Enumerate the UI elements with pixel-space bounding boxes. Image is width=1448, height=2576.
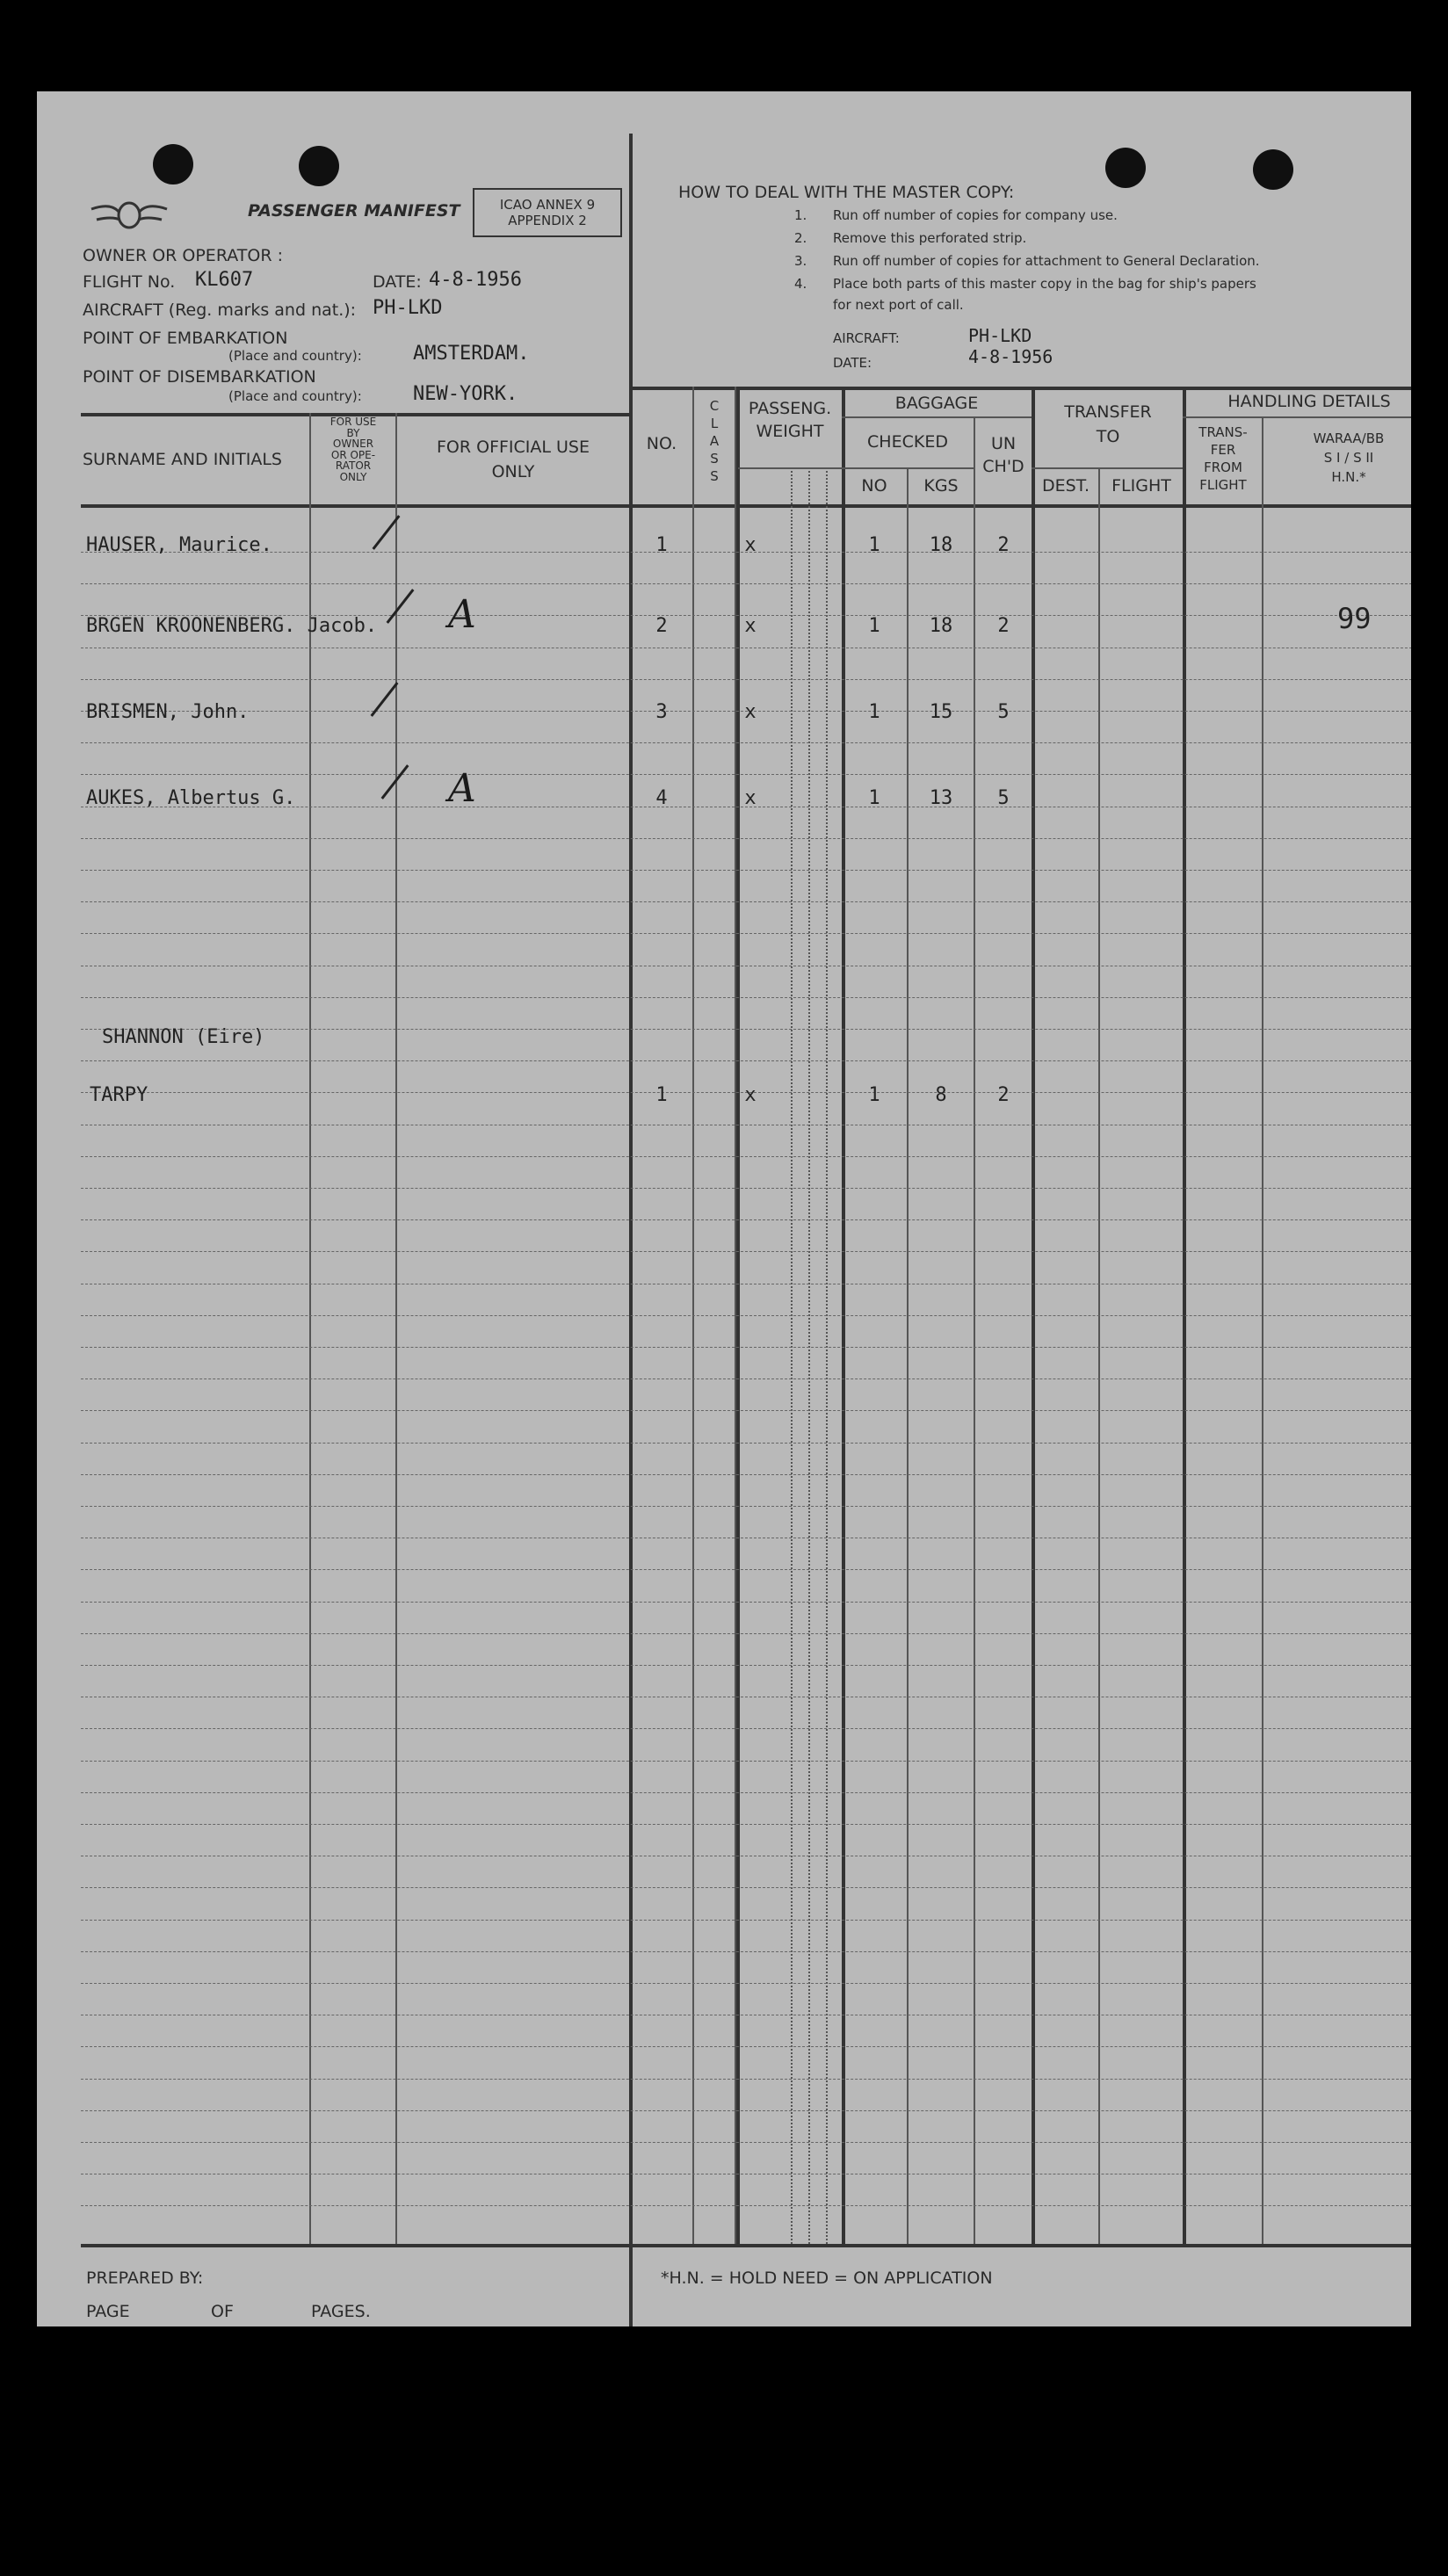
ruled-line bbox=[81, 1378, 1411, 1379]
passenger-bag-no: 1 bbox=[868, 534, 880, 556]
col-transfer-2: TO bbox=[1096, 427, 1120, 446]
col-transfer-from bbox=[1184, 423, 1262, 494]
col-line bbox=[907, 467, 909, 2244]
page-label: PAGE bbox=[86, 2302, 130, 2321]
col-class-letter: S bbox=[710, 468, 719, 484]
col-line bbox=[1098, 467, 1100, 2244]
header-rule-right bbox=[631, 387, 1411, 390]
col-weight-2: WEIGHT bbox=[756, 422, 824, 441]
check-mark bbox=[387, 589, 415, 624]
col-handling: HANDLING DETAILS bbox=[1227, 392, 1391, 411]
passenger-class: x bbox=[744, 1084, 757, 1106]
passenger-unchd: 2 bbox=[997, 615, 1010, 637]
table-bottom-rule bbox=[81, 2244, 1411, 2247]
instruction-num: 1. bbox=[794, 207, 807, 223]
passenger-kgs: 18 bbox=[929, 615, 953, 637]
passenger-bag-no: 1 bbox=[868, 1084, 880, 1106]
instruction-aircraft-value: PH-LKD bbox=[968, 325, 1032, 346]
ruled-line bbox=[81, 1824, 1411, 1825]
col-owner-use-line: OWNER bbox=[332, 438, 374, 451]
punch-hole bbox=[1105, 148, 1146, 188]
ruled-line bbox=[81, 870, 1411, 871]
ruled-line bbox=[81, 1315, 1411, 1316]
col-line bbox=[826, 467, 828, 2244]
passenger-class: x bbox=[744, 615, 757, 637]
passenger-name: BRGEN KROONENBERG. Jacob. bbox=[86, 615, 378, 637]
col-checked: CHECKED bbox=[867, 432, 948, 452]
passenger-no: 2 bbox=[655, 615, 668, 637]
col-flight: FLIGHT bbox=[1111, 476, 1171, 496]
instruction-num: 2. bbox=[794, 230, 807, 246]
col-owner-use-line: BY bbox=[346, 426, 360, 439]
embarkation-value: AMSTERDAM. bbox=[413, 343, 530, 365]
ruled-line bbox=[81, 1060, 1411, 1061]
ruled-line bbox=[81, 1951, 1411, 1952]
ruled-line bbox=[81, 1188, 1411, 1189]
ruled-line bbox=[81, 1443, 1411, 1444]
ruled-line bbox=[81, 838, 1411, 839]
col-dest: DEST. bbox=[1041, 476, 1090, 496]
instruction-text: Remove this perforated strip. bbox=[833, 230, 1027, 246]
ruled-line bbox=[81, 1633, 1411, 1634]
flight-label: FLIGHT No. bbox=[83, 272, 176, 292]
col-owner-use-line: RATOR bbox=[335, 459, 372, 473]
col-owner-use-line: ONLY bbox=[339, 470, 367, 483]
col-class-letter: C bbox=[709, 398, 720, 414]
passenger-kgs: 8 bbox=[935, 1084, 947, 1106]
instruction-aircraft-label: AIRCRAFT: bbox=[833, 330, 900, 346]
manifest-sheet bbox=[37, 91, 1411, 2326]
ruled-line bbox=[81, 2079, 1411, 2080]
passenger-unchd: 5 bbox=[997, 701, 1010, 723]
prepared-by-label: PREPARED BY: bbox=[86, 2268, 204, 2288]
punch-hole bbox=[299, 146, 339, 186]
subheader-rule bbox=[1032, 467, 1183, 469]
ruled-line bbox=[81, 1569, 1411, 1570]
handwritten-mark: A bbox=[448, 592, 476, 637]
col-line bbox=[974, 416, 975, 2244]
col-class bbox=[694, 397, 735, 485]
ruled-line bbox=[81, 774, 1411, 775]
col-kgs: KGS bbox=[923, 476, 959, 496]
col-transfer-from-line: TRANS- bbox=[1198, 424, 1248, 440]
ruled-line bbox=[81, 2205, 1411, 2206]
ruled-line bbox=[81, 1251, 1411, 1252]
col-line bbox=[1262, 416, 1263, 2244]
passenger-unchd: 2 bbox=[997, 534, 1010, 556]
icao-line1: ICAO ANNEX 9 bbox=[499, 197, 596, 213]
passenger-class: x bbox=[744, 787, 757, 809]
ruled-line bbox=[81, 1665, 1411, 1666]
ruled-line bbox=[81, 1474, 1411, 1475]
col-line bbox=[791, 467, 793, 2244]
pages-label: PAGES. bbox=[311, 2302, 371, 2321]
instruction-date-label: DATE: bbox=[833, 355, 872, 371]
ruled-line bbox=[81, 1410, 1411, 1411]
col-owner-use-line: FOR USE bbox=[329, 416, 377, 428]
instruction-text: Run off number of copies for company use. bbox=[833, 207, 1118, 223]
ruled-line bbox=[81, 1506, 1411, 1507]
col-bag-no: NO bbox=[861, 476, 887, 496]
ruled-line bbox=[81, 901, 1411, 902]
col-unchd-1: UN bbox=[990, 434, 1017, 453]
punch-hole bbox=[153, 144, 193, 185]
col-no: NO. bbox=[646, 434, 677, 453]
col-class-letter: L bbox=[710, 416, 719, 431]
ruled-line bbox=[81, 1887, 1411, 1888]
date-value: 4-8-1956 bbox=[429, 269, 522, 291]
punch-hole bbox=[1253, 149, 1293, 190]
ruled-line bbox=[81, 742, 1411, 743]
passenger-class: x bbox=[744, 701, 757, 723]
subheader-rule bbox=[738, 467, 842, 469]
of-label: OF bbox=[211, 2302, 234, 2321]
disembarkation-sub: (Place and country): bbox=[228, 388, 362, 404]
ruled-line bbox=[81, 679, 1411, 680]
subheader-rule bbox=[842, 467, 974, 469]
passenger-bag-no: 1 bbox=[868, 615, 880, 637]
ruled-line bbox=[81, 1920, 1411, 1921]
passenger-name: HAUSER, Maurice. bbox=[86, 534, 272, 556]
ruled-line bbox=[81, 1029, 1411, 1030]
disembarkation-value: NEW-YORK. bbox=[413, 383, 518, 405]
ruled-line bbox=[81, 2110, 1411, 2111]
aircraft-value: PH-LKD bbox=[373, 297, 443, 319]
passenger-kgs: 18 bbox=[929, 534, 953, 556]
col-official-2: ONLY bbox=[491, 462, 535, 481]
ruled-line bbox=[81, 583, 1411, 584]
col-line bbox=[309, 413, 311, 2244]
col-line bbox=[808, 467, 810, 2244]
passenger-name: BRISMEN, John. bbox=[86, 701, 250, 723]
passenger-class: x bbox=[744, 534, 757, 556]
ruled-line bbox=[81, 2046, 1411, 2047]
passenger-no: 1 bbox=[655, 534, 668, 556]
col-transfer-1: TRANSFER bbox=[1064, 402, 1152, 422]
col-unchd-2: CH'D bbox=[982, 457, 1024, 476]
subheader-rule bbox=[1183, 416, 1411, 418]
instruction-num: 3. bbox=[794, 253, 807, 269]
col-owner-use-line: OR OPE- bbox=[330, 448, 376, 461]
col-owner-use bbox=[311, 416, 395, 483]
manifest-title: PASSENGER MANIFEST bbox=[248, 201, 460, 221]
stop-label: SHANNON (Eire) bbox=[102, 1026, 265, 1048]
passenger-name: AUKES, Albertus G. bbox=[86, 787, 296, 809]
col-surname: SURNAME AND INITIALS bbox=[83, 450, 282, 469]
passenger-no: 1 bbox=[655, 1084, 668, 1106]
airline-logo-icon bbox=[90, 193, 169, 237]
passenger-no: 3 bbox=[655, 701, 668, 723]
col-line bbox=[395, 413, 397, 2244]
perforation-divider bbox=[629, 134, 633, 2326]
icao-box bbox=[473, 188, 622, 237]
col-transfer-from-line: FLIGHT bbox=[1199, 477, 1247, 493]
date-label: DATE: bbox=[373, 272, 422, 292]
passenger-unchd: 2 bbox=[997, 1084, 1010, 1106]
flight-value: KL607 bbox=[195, 269, 254, 291]
ruled-line bbox=[81, 1728, 1411, 1729]
col-transfer-from-line: FROM bbox=[1204, 459, 1242, 475]
ruled-line bbox=[81, 1602, 1411, 1603]
embarkation-label: POINT OF EMBARKATION bbox=[83, 329, 288, 348]
passenger-unchd: 5 bbox=[997, 787, 1010, 809]
col-waraa-line: H.N.* bbox=[1331, 469, 1366, 485]
passenger-hn: 99 bbox=[1337, 602, 1372, 635]
ruled-line bbox=[81, 933, 1411, 934]
passenger-kgs: 15 bbox=[929, 701, 953, 723]
ruled-line bbox=[81, 1761, 1411, 1762]
ruled-line bbox=[81, 1792, 1411, 1793]
col-waraa-line: WARAA/BB bbox=[1313, 431, 1385, 446]
passenger-no: 4 bbox=[655, 787, 668, 809]
ruled-line bbox=[81, 997, 1411, 998]
column-header-rule bbox=[81, 504, 1411, 508]
ruled-line bbox=[81, 2142, 1411, 2143]
ruled-line bbox=[81, 1156, 1411, 1157]
icao-line2: APPENDIX 2 bbox=[508, 213, 587, 228]
col-baggage: BAGGAGE bbox=[894, 394, 979, 413]
owner-label: OWNER OR OPERATOR : bbox=[83, 246, 283, 265]
aircraft-label: AIRCRAFT (Reg. marks and nat.): bbox=[83, 300, 357, 320]
instruction-date-value: 4-8-1956 bbox=[968, 346, 1053, 367]
col-class-letter: A bbox=[709, 433, 720, 449]
col-weight-1: PASSENG. bbox=[748, 399, 832, 418]
ruled-line bbox=[81, 1347, 1411, 1348]
passenger-name: TARPY bbox=[90, 1084, 148, 1106]
instruction-text: Place both parts of this master copy in the bag for ship's papers bbox=[833, 276, 1256, 292]
passenger-bag-no: 1 bbox=[868, 787, 880, 809]
instruction-text: for next port of call. bbox=[833, 297, 964, 313]
col-official-1: FOR OFFICIAL USE bbox=[436, 438, 590, 457]
handwritten-mark: A bbox=[448, 766, 476, 811]
col-waraa bbox=[1263, 429, 1411, 487]
ruled-line bbox=[81, 1219, 1411, 1220]
embarkation-sub: (Place and country): bbox=[228, 348, 362, 364]
passenger-kgs: 13 bbox=[929, 787, 953, 809]
instructions-heading: HOW TO DEAL WITH THE MASTER COPY: bbox=[678, 183, 1015, 202]
col-transfer-from-line: FER bbox=[1210, 442, 1236, 458]
passenger-bag-no: 1 bbox=[868, 701, 880, 723]
disembarkation-label: POINT OF DISEMBARKATION bbox=[83, 367, 316, 387]
instruction-text: Run off number of copies for attachment to General Declaration. bbox=[833, 253, 1260, 269]
subheader-rule bbox=[842, 416, 1032, 418]
hn-footnote: *H.N. = HOLD NEED = ON APPLICATION bbox=[661, 2268, 993, 2288]
col-class-letter: S bbox=[710, 451, 719, 467]
col-waraa-line: S I / S II bbox=[1323, 450, 1374, 466]
instruction-num: 4. bbox=[794, 276, 807, 292]
ruled-line bbox=[81, 1983, 1411, 1984]
